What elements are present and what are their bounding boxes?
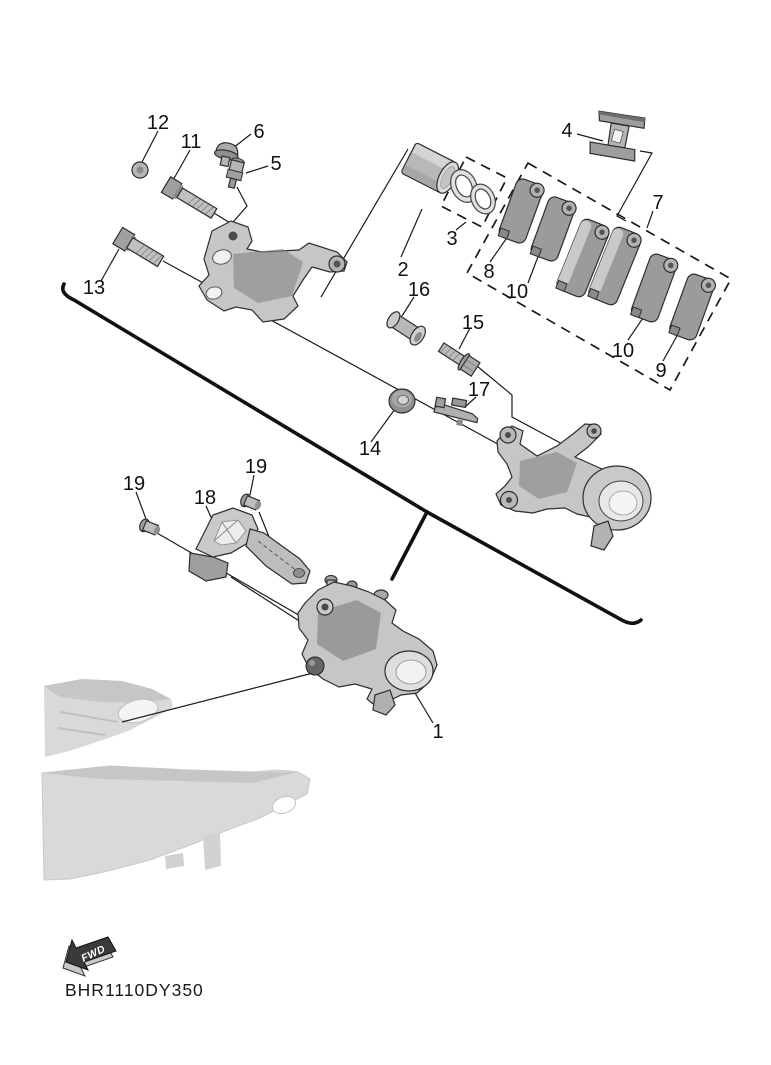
callout-3: 3 (446, 228, 458, 250)
part-13-bolt (113, 227, 166, 269)
swingarm-silhouette (42, 679, 310, 880)
callout-14: 14 (358, 438, 382, 460)
brake-pad (630, 251, 680, 324)
callout-2: 2 (397, 259, 409, 281)
callout-10: 10 (505, 281, 529, 303)
part-12-nut (132, 162, 148, 178)
callout-10: 10 (611, 340, 635, 362)
callout-15: 15 (461, 312, 485, 334)
callout-19: 19 (122, 473, 146, 495)
fwd-label: FWD (79, 942, 108, 965)
callout-17: 17 (467, 379, 491, 401)
part-caliper-bracket (496, 424, 651, 550)
callout-6: 6 (253, 121, 265, 143)
part-16-collar (384, 308, 429, 347)
part-14-grommet (389, 389, 415, 413)
part-19-bolt (138, 518, 162, 538)
part-4-pad-spring (587, 105, 647, 165)
callout-13: 13 (82, 277, 106, 299)
part-15-bolt (436, 339, 481, 377)
brake-pad (668, 271, 717, 342)
callout-19: 19 (244, 456, 268, 478)
drawing-code: BHR1110DY350 (65, 980, 204, 1000)
callout-11: 11 (180, 131, 202, 153)
callout-4: 4 (561, 120, 573, 142)
part-18-protector (189, 508, 310, 584)
fwd-arrow-icon (63, 937, 116, 976)
callout-7: 7 (652, 192, 664, 214)
part-19-bolt (239, 493, 263, 513)
part-3-seal-rings (445, 165, 499, 218)
part-11-bolt (161, 177, 218, 221)
callout-16: 16 (407, 279, 431, 301)
callout-18: 18 (193, 487, 217, 509)
part-brake-pads (497, 176, 717, 342)
callout-12: 12 (146, 112, 170, 134)
callout-5: 5 (270, 153, 282, 175)
callout-9: 9 (655, 360, 667, 382)
part-caliper-housing (199, 221, 347, 322)
callout-1: 1 (432, 721, 444, 743)
callout-8: 8 (483, 261, 495, 283)
